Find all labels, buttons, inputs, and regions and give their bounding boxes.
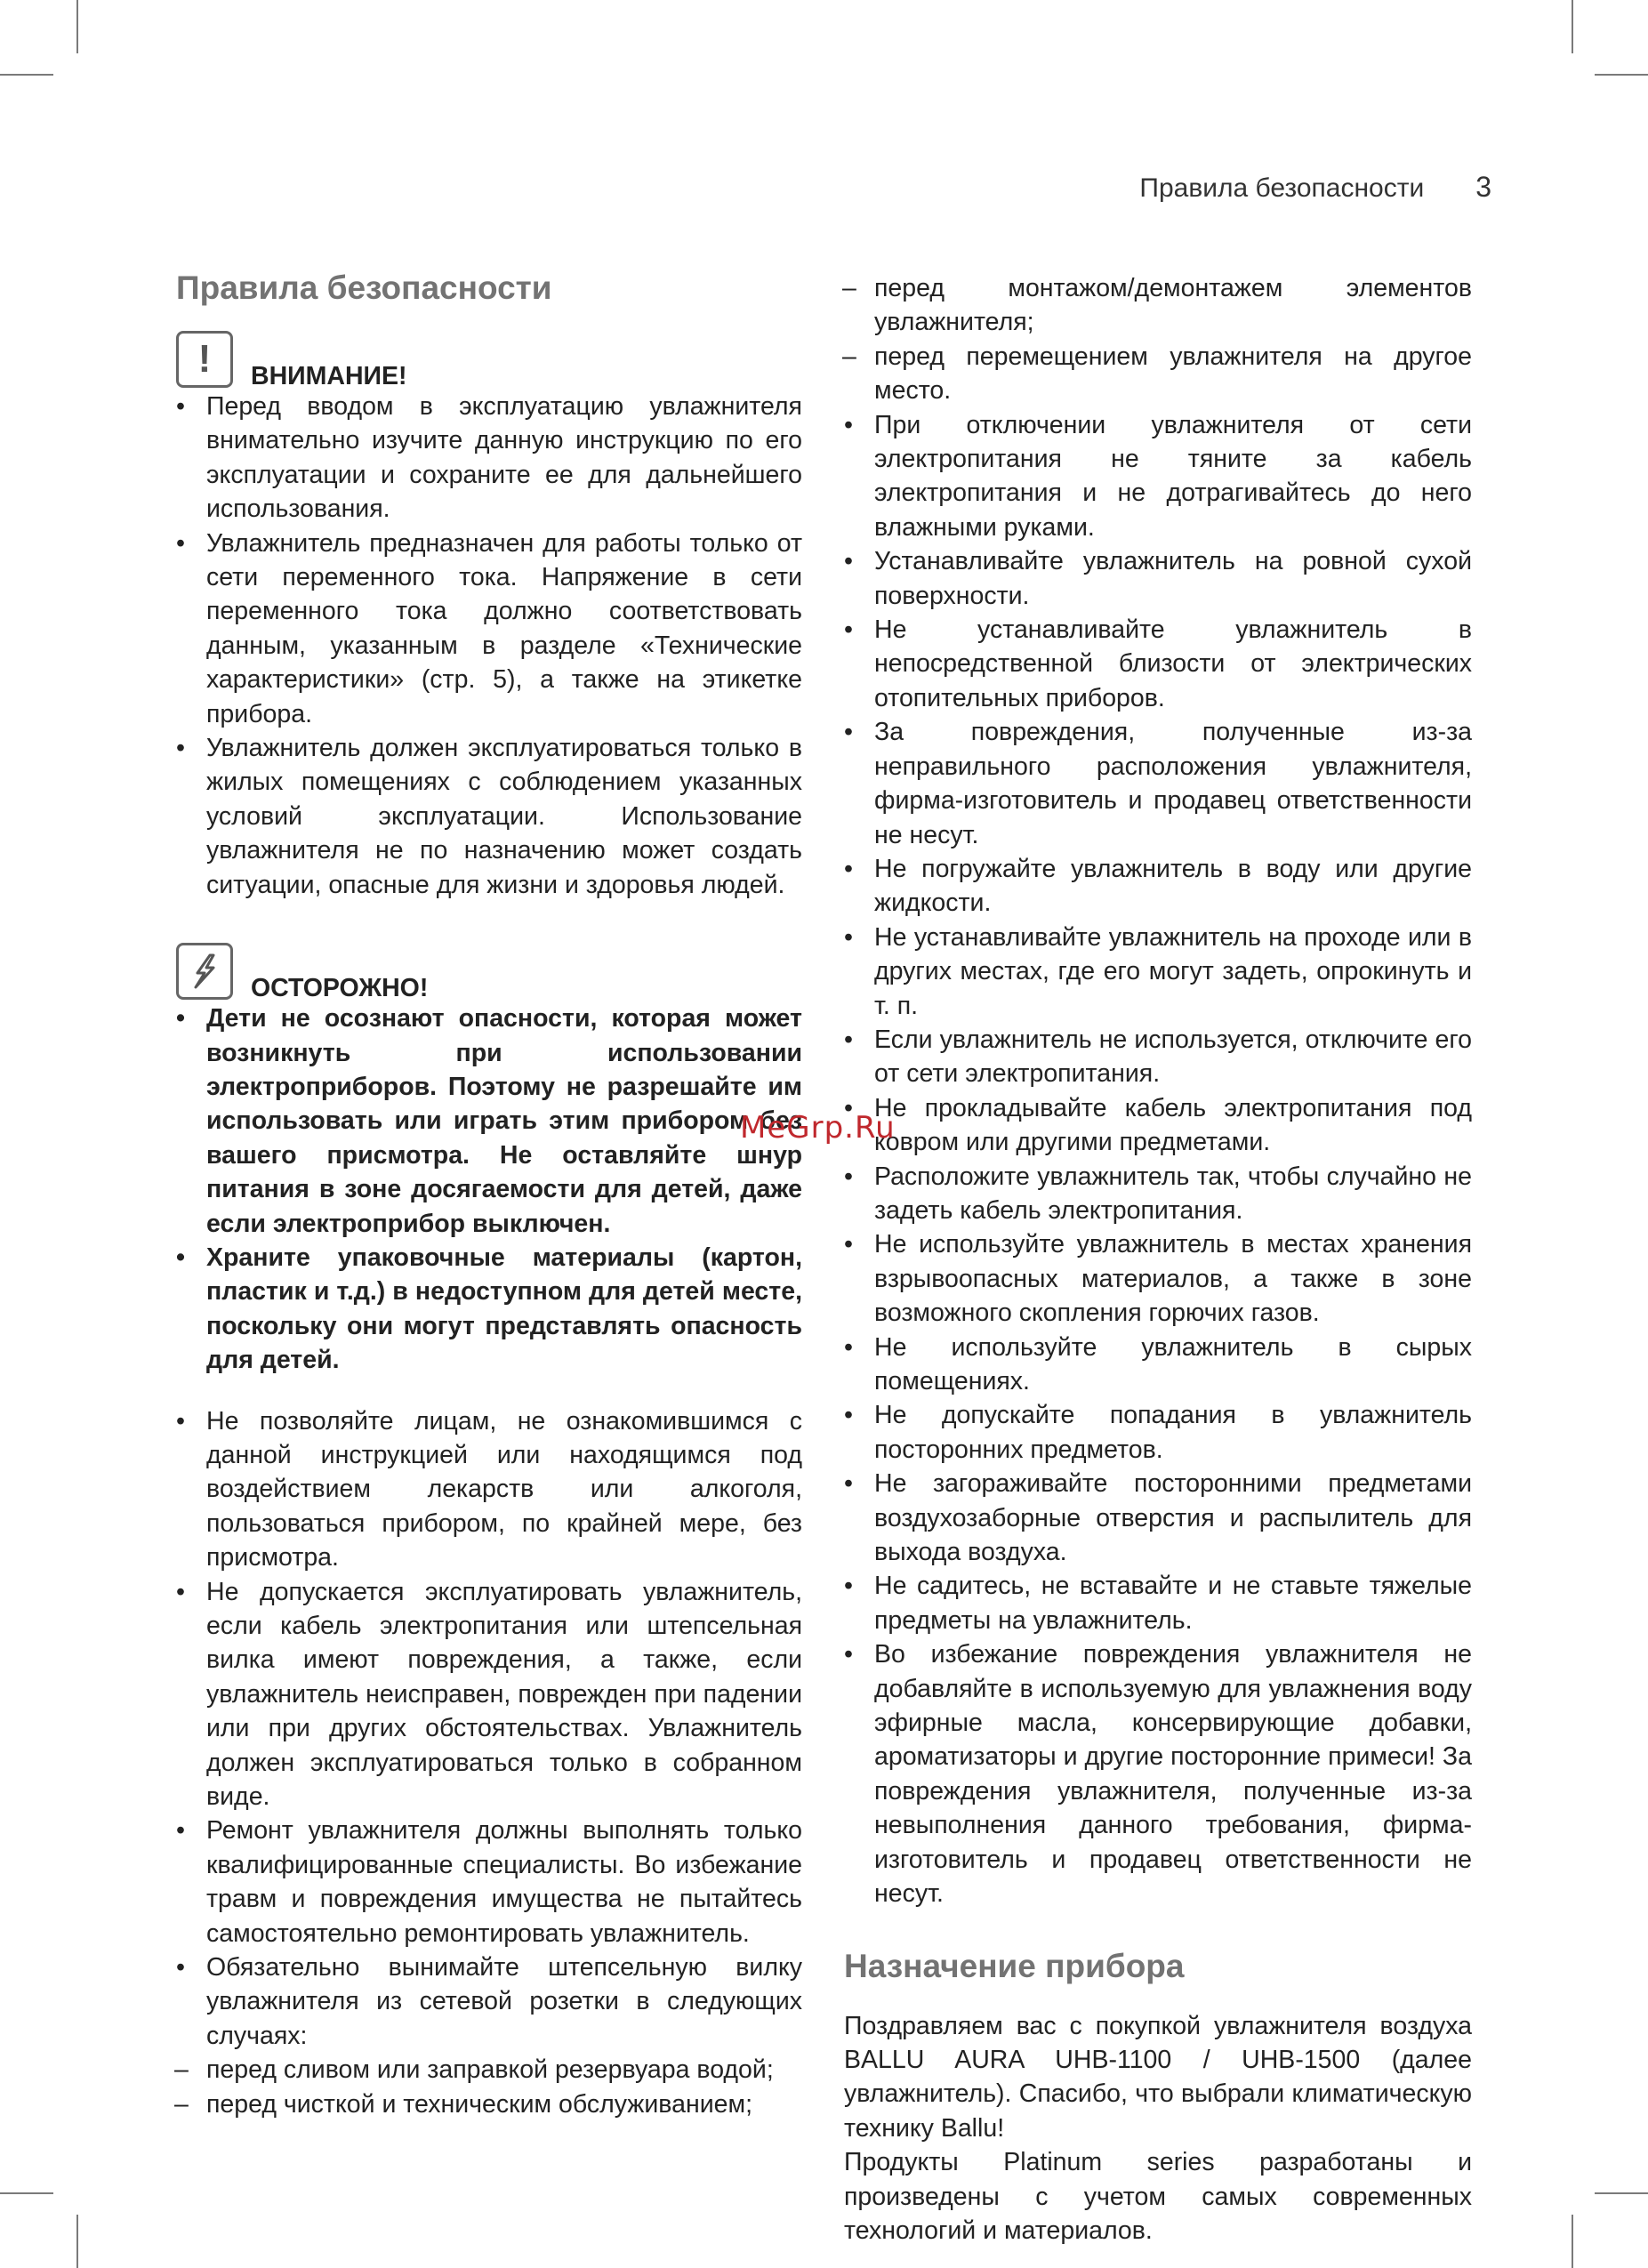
purpose-paragraph: Продукты Platinum series разработаны и произведены с учетом самых современных технологий и материалов.: [844, 2148, 1472, 2245]
list-item: • Не допускайте попадания в увлажнитель посторонних предметов.: [844, 1398, 1472, 1467]
list-item: • Перед вводом в эксплуатацию увлажнителя внимательно изучите данную инструкцию по его эксплуатации и сохраните ее для дальнейшего использования.: [176, 390, 802, 527]
list-item: • Не садитесь, не вставайте и не ставьте тяжелые предметы на увлажнитель.: [844, 1569, 1472, 1637]
list-item: • Не погружайте увлажнитель в воду или другие жидкости.: [844, 852, 1472, 921]
crop-mark: [0, 74, 53, 76]
caution-list: [176, 1001, 802, 1377]
running-header: [1139, 171, 1491, 204]
crop-mark: [1595, 74, 1648, 76]
warning-callout: [176, 331, 802, 388]
caution-callout: [176, 943, 802, 1003]
right-column: [844, 271, 1472, 2248]
watermark: MeGrp.Ru: [740, 1110, 896, 1146]
crop-mark: [0, 2192, 53, 2194]
list-item: • Обязательно вынимайте штепсельную вилку увлажнителя из сетевой розетки в следующих случаях:: [176, 1950, 802, 2053]
caution-title: ОСТОРОЖНО!: [251, 974, 429, 1003]
page-number: 3: [1475, 171, 1491, 203]
list-item: • Ремонт увлажнителя должны выполнять только квалифицированные специалисты. Во избежание травм и повреждения имущества не пытайтесь самостоятельно ремонтировать увлажнитель.: [176, 1814, 802, 1950]
exclamation-icon: !: [176, 331, 233, 388]
list-item: • Не прокладывайте кабель электропитания под ковром или другими предметами.: [844, 1091, 1472, 1160]
dash-item: – перед сливом или заправкой резервуара водой;: [176, 2053, 802, 2087]
lightning-icon: [176, 943, 233, 1000]
list-item: • Не устанавливайте увлажнитель в непосредственной близости от электрических отопительных приборов.: [844, 613, 1472, 715]
list-item: • Не устанавливайте увлажнитель на проходе или в других местах, где его могут задеть, опрокинуть и т. п.: [844, 921, 1472, 1023]
list-item: • Дети не осознают опасности, которая может возникнуть при использовании электроприборов. Поэтому не разрешайте им использовать или играть этим прибором без вашего присмотра. Не оставляйте шнур питания в зоне досягаемости для детей, даже если электроприбор выключен.: [176, 1001, 802, 1241]
right-list: [844, 271, 1472, 1911]
dash-item: – перед монтажом/демонтажем элементов увлажнителя;: [844, 271, 1472, 340]
section-heading-safety: Правила безопасности: [176, 269, 552, 306]
list-item: • Не допускается эксплуатировать увлажнитель, если кабель электропитания или штепсельная вилка имеют повреждения, а также, если увлажнитель неисправен, поврежден при падении или при других обстоятельствах. Увлажнитель должен эксплуатироваться только в собранном виде.: [176, 1575, 802, 1814]
list-item: • Храните упаковочные материалы (картон, пластик и т.д.) в недоступном для детей месте, поскольку они могут представлять опасность для детей.: [176, 1241, 802, 1378]
warning-title: ВНИМАНИЕ!: [251, 362, 407, 390]
crop-mark: [1572, 2215, 1573, 2268]
list-item: • Устанавливайте увлажнитель на ровной сухой поверхности.: [844, 544, 1472, 613]
list-item: • Не используйте увлажнитель в сырых помещениях.: [844, 1331, 1472, 1399]
general-list: [176, 1404, 802, 2122]
list-item: • Увлажнитель предназначен для работы только от сети переменного тока. Напряжение в сети переменного тока должно соответствовать данным, указанным в разделе «Технические характеристики» (стр. 5), а также на этикетке прибора.: [176, 527, 802, 731]
dash-item: – перед чисткой и техническим обслуживанием;: [176, 2087, 802, 2121]
list-item: • Если увлажнитель не используется, отключите его от сети электропитания.: [844, 1023, 1472, 1091]
crop-mark: [76, 0, 78, 53]
list-item: • Не используйте увлажнитель в местах хранения взрывоопасных материалов, а также в зоне возможного скопления горючих газов.: [844, 1227, 1472, 1330]
left-column: [176, 267, 802, 2121]
dash-item: – перед перемещением увлажнителя на другое место.: [844, 340, 1472, 408]
list-item: • Не загораживайте посторонними предметами воздухозаборные отверстия и распылитель для выхода воздуха.: [844, 1467, 1472, 1569]
crop-mark: [1572, 0, 1573, 53]
crop-mark: [1595, 2192, 1648, 2194]
section-heading-purpose: Назначение прибора: [844, 1947, 1185, 1984]
running-header-title: Правила безопасности: [1139, 173, 1425, 203]
list-item: • При отключении увлажнителя от сети электропитания не тяните за кабель электропитания и не дотрагивайтесь до него влажными руками.: [844, 408, 1472, 545]
warning-list: [176, 390, 802, 902]
list-item: • Не позволяйте лицам, не ознакомившимся с данной инструкцией или находящимся под воздействием лекарств или алкоголя, пользоваться прибором, по крайней мере, без присмотра.: [176, 1404, 802, 1575]
crop-mark: [76, 2215, 78, 2268]
list-item: • Расположите увлажнитель так, чтобы случайно не задеть кабель электропитания.: [844, 1160, 1472, 1228]
list-item: • Во избежание повреждения увлажнителя не добавляйте в используемую для увлажнения воду эфирные масла, консервирующие добавки, ароматизаторы и другие посторонние примеси! За повреждения увлажнителя, полученные из-за невыполнения данного требования, фирма-изготовитель и продавец ответственности не несут.: [844, 1637, 1472, 1910]
lightning-icon-svg: [185, 952, 224, 991]
purpose-paragraph: Поздравляем вас с покупкой увлажнителя воздуха BALLU AURA UHB-1100 / UHB-1500 (далее увлажнитель). Спасибо, что выбрали климатическую технику Ballu!: [844, 2011, 1472, 2143]
list-item: • За повреждения, полученные из-за неправильного расположения увлажнителя, фирма-изготовитель и продавец ответственности не несут.: [844, 715, 1472, 852]
list-item: • Увлажнитель должен эксплуатироваться только в жилых помещениях с соблюдением указанных условий эксплуатации. Использование увлажнителя не по назначению может создать ситуации, опасные для жизни и здоровья людей.: [176, 731, 802, 902]
